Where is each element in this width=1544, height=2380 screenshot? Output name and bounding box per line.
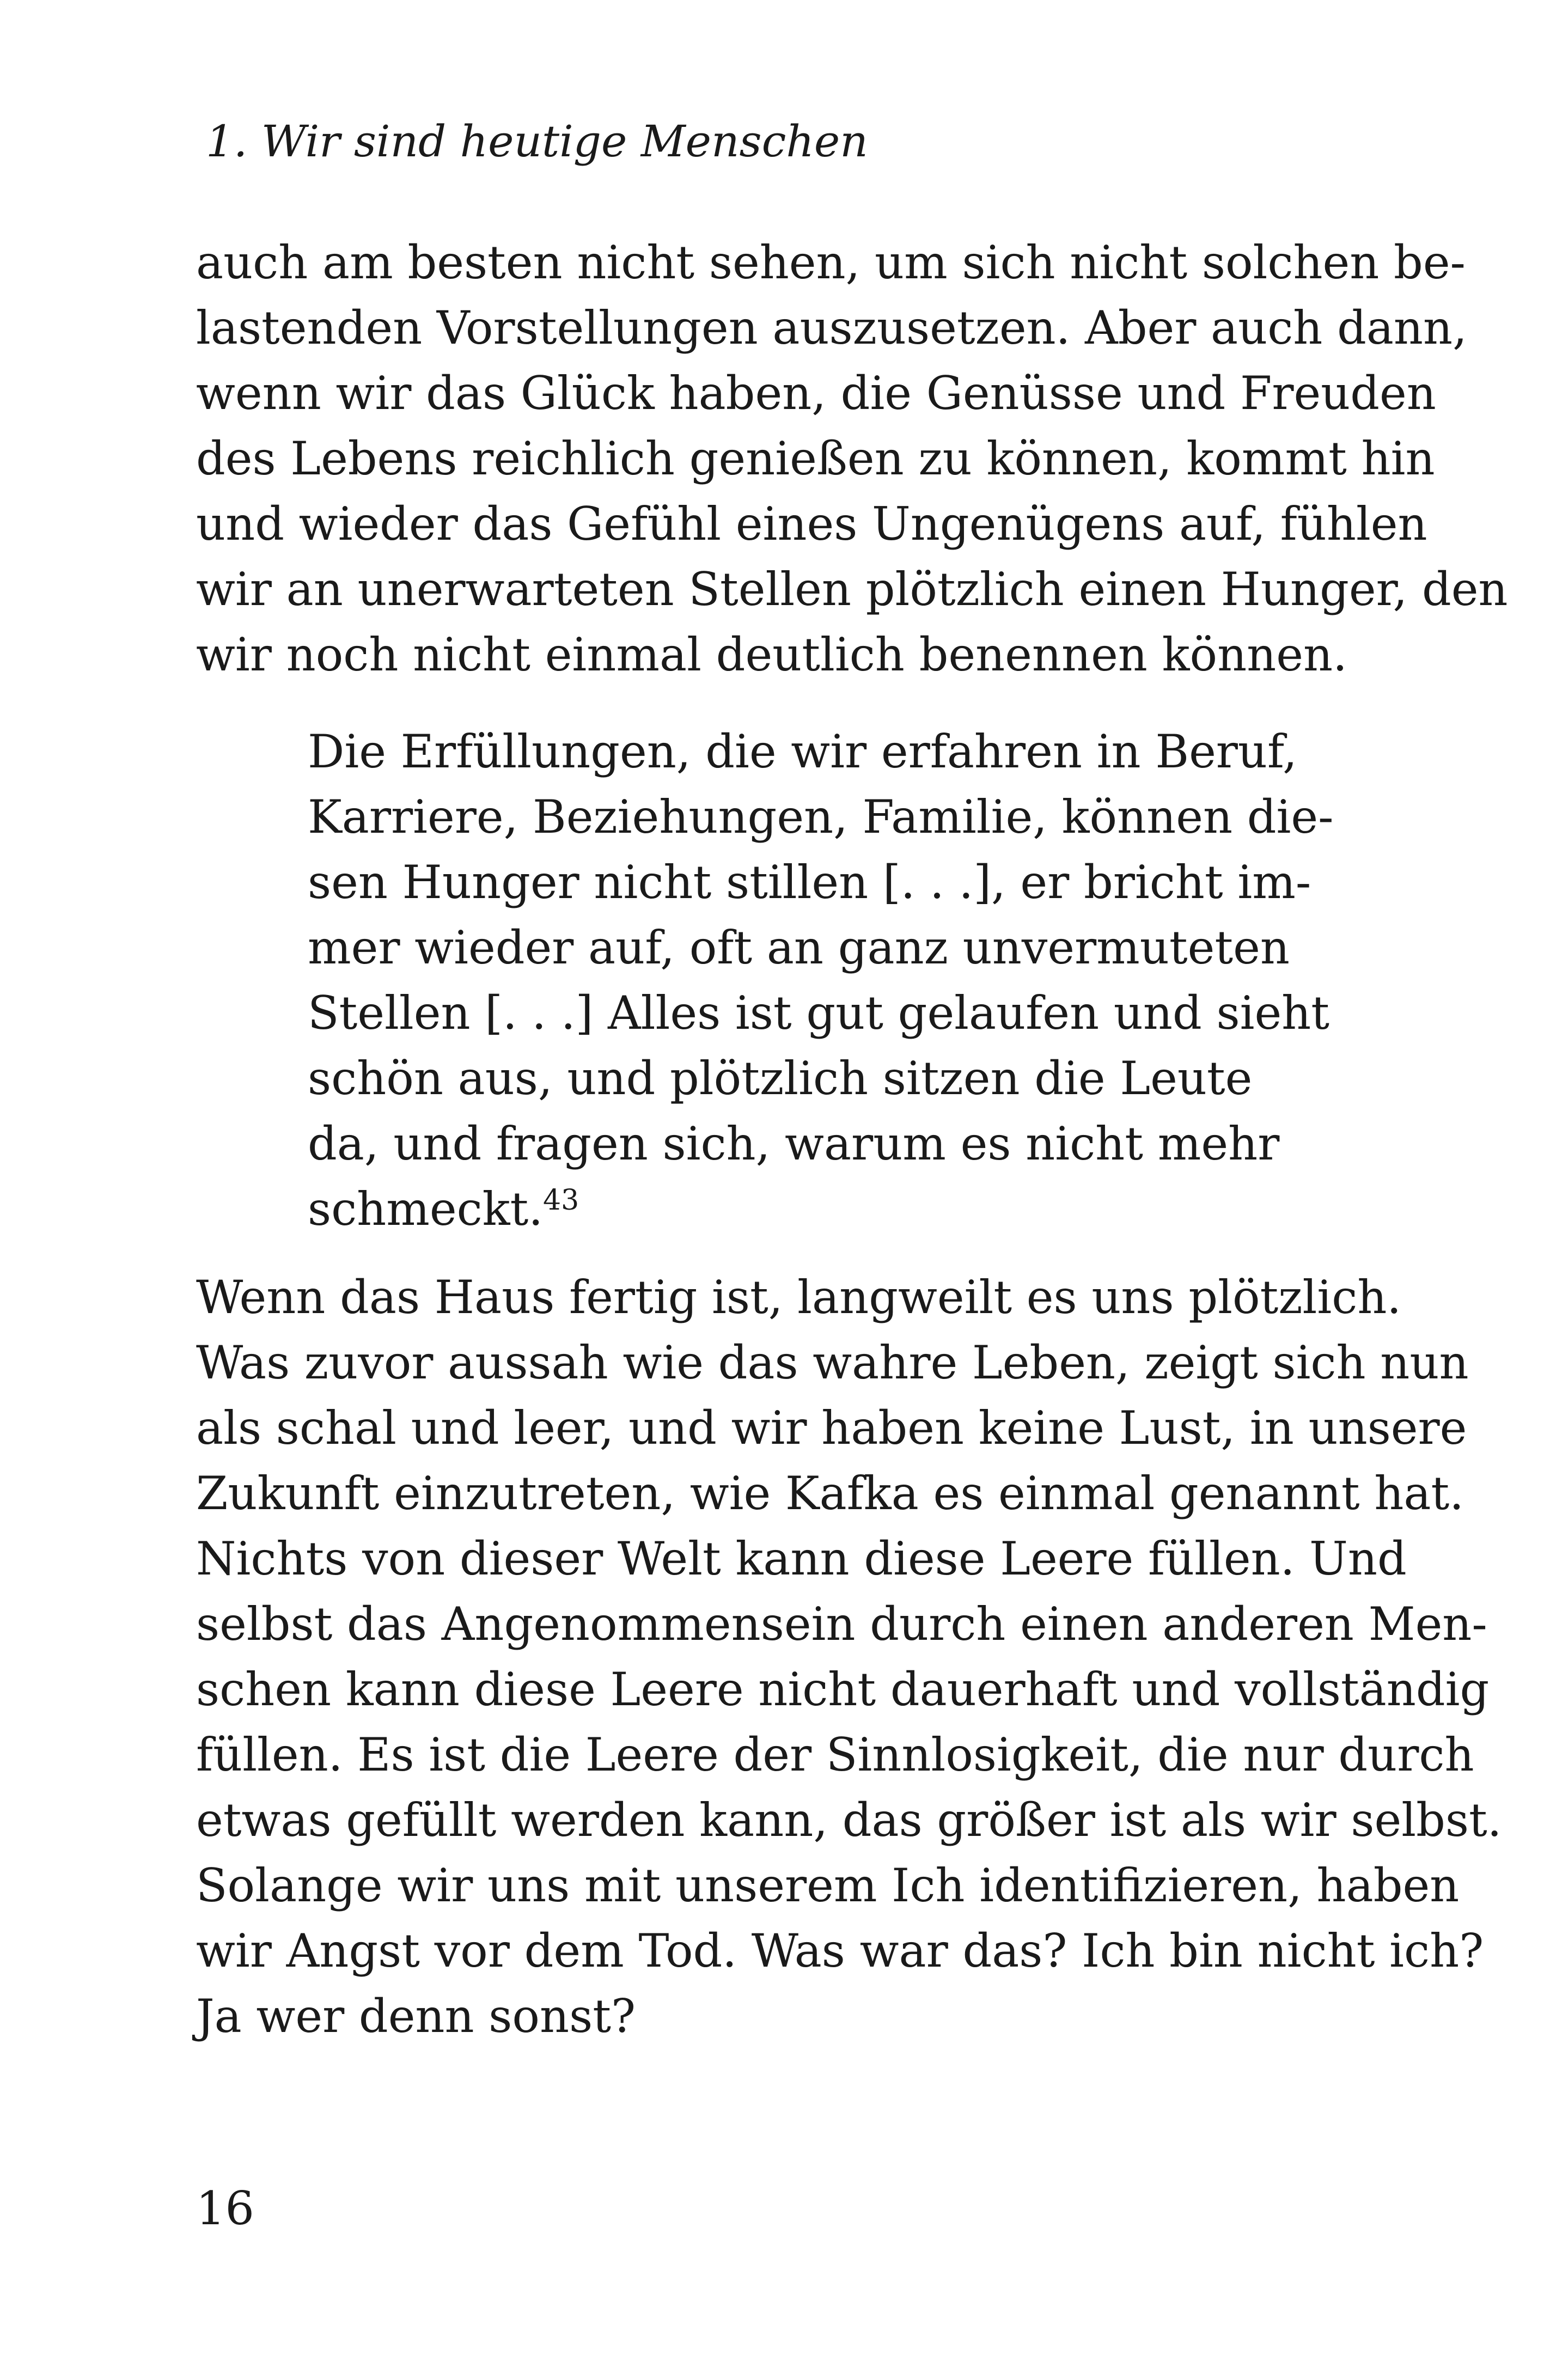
paragraph-line: wir Angst vor dem Tod. Was war das? Ich bin nicht ich? [196,1924,1484,1978]
block-quote [308,719,1334,1242]
paragraph-line: selbst das Angenommensein durch einen anderen Men- [196,1597,1487,1651]
paragraph-line: auch am besten nicht sehen, um sich nicht solchen be- [196,236,1466,289]
paragraph-line: Zukunft einzutreten, wie Kafka es einmal genannt hat. [196,1467,1464,1520]
paragraph-line: Wenn das Haus fertig ist, langweilt es uns plötzlich. [196,1271,1402,1324]
paragraph-line: etwas gefüllt werden kann, das größer ist als wir selbst. [196,1793,1502,1847]
body-paragraph-2 [196,1265,1502,2049]
quote-line: mer wieder auf, oft an ganz unvermuteten [308,921,1290,974]
paragraph-line: Nichts von dieser Welt kann diese Leere füllen. Und [196,1532,1407,1585]
paragraph-line: des Lebens reichlich genießen zu können, kommt hin [196,432,1435,485]
quote-line: Stellen [. . .] Alles ist gut gelaufen und sieht [308,986,1330,1040]
paragraph-line: und wieder das Gefühl eines Ungenügens auf, fühlen [196,497,1427,551]
paragraph-line: Solange wir uns mit unserem Ich identifizieren, haben [196,1859,1460,1912]
quote-line: sen Hunger nicht stillen [. . .], er bricht im- [308,856,1311,909]
quote-line: schön aus, und plötzlich sitzen die Leute [308,1052,1253,1105]
paragraph-line: lastenden Vorstellungen auszusetzen. Aber auch dann, [196,301,1467,355]
quote-last-line [308,1176,1176,1242]
quote-line: da, und fragen sich, warum es nicht mehr [308,1117,1280,1170]
quote-last-line-text: schmeckt. [308,1182,544,1236]
page-number: 16 [196,2182,254,2235]
quote-line: Die Erfüllungen, die wir erfahren in Beruf, [308,725,1297,778]
footnote-marker[interactable]: 43 [543,1184,579,1217]
body-paragraph-1 [196,230,1508,687]
paragraph-line: wir an unerwarteten Stellen plötzlich einen Hunger, den [196,563,1508,616]
running-head: 1. Wir sind heutige Menschen [206,116,868,167]
paragraph-line: füllen. Es ist die Leere der Sinnlosigkeit, die nur durch [196,1728,1474,1781]
paragraph-line: Ja wer denn sonst? [196,1990,636,2043]
paragraph-line: Was zuvor aussah wie das wahre Leben, zeigt sich nun [196,1336,1469,1389]
paragraph-line: wenn wir das Glück haben, die Genüsse und Freuden [196,367,1436,420]
quote-line: Karriere, Beziehungen, Familie, können die- [308,790,1334,844]
paragraph-line: als schal und leer, und wir haben keine Lust, in unsere [196,1401,1467,1455]
paragraph-line: wir noch nicht einmal deutlich benennen können. [196,628,1347,681]
paragraph-line: schen kann diese Leere nicht dauerhaft und vollständig [196,1663,1490,1716]
